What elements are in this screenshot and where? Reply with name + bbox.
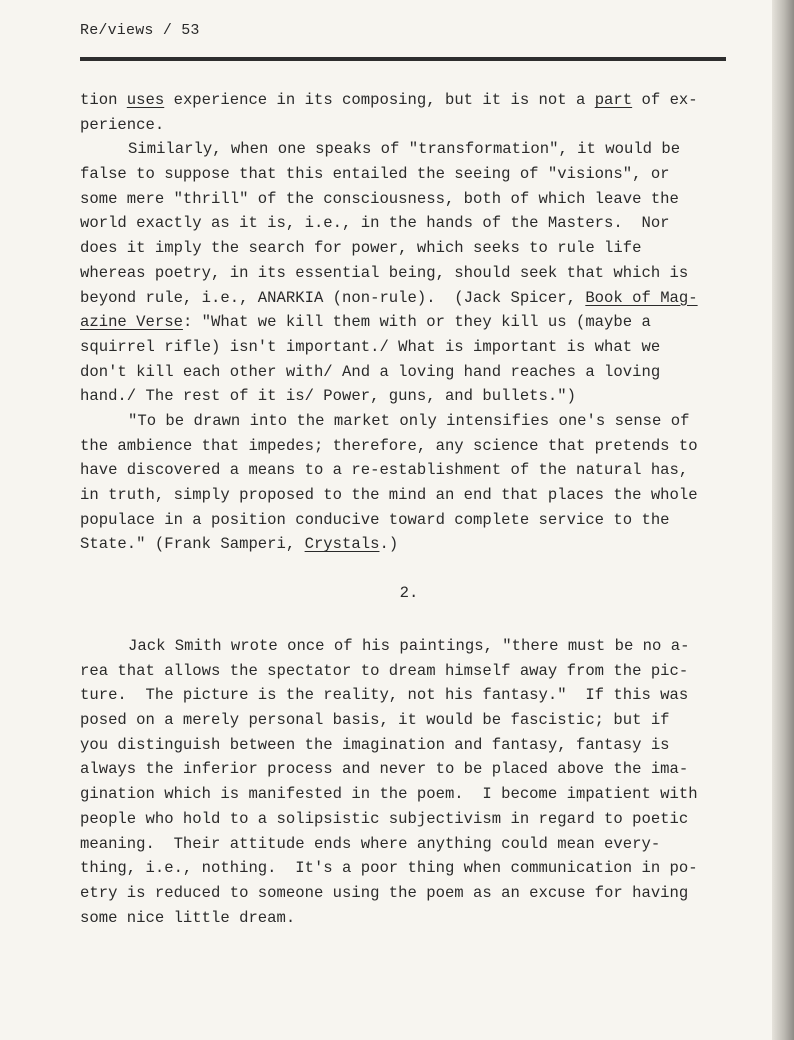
text-run: hand./ The rest of it is/ Power, guns, and bullets."): [80, 387, 576, 406]
text-line: [80, 434, 740, 459]
text-line: [80, 807, 740, 832]
page-edge-shadow: [772, 0, 794, 1040]
text-line: [80, 335, 740, 360]
text-line: [80, 310, 740, 335]
text-line: [80, 757, 740, 782]
text-run: beyond rule, i.e., ANARKIA (non-rule). (Jack Spicer,: [80, 288, 586, 307]
text-line: [80, 187, 740, 212]
underlined-title: part: [594, 91, 633, 109]
text-run: : "What we kill them with or they kill us (maybe a: [182, 313, 651, 332]
text-line: [80, 236, 740, 261]
body-text-section-1: [80, 88, 740, 557]
section-number: [0, 584, 794, 602]
running-header: Re/views / 53: [80, 22, 200, 39]
underlined-title: Book of Mag-: [585, 288, 698, 307]
text-run: world exactly as it is, i.e., in the hands of the Masters. Nor: [80, 214, 670, 233]
text-line: [80, 881, 740, 906]
text-run: of ex-: [632, 91, 698, 109]
text-line: [80, 659, 740, 684]
text-run: perience.: [80, 115, 165, 134]
text-run: experience in its composing, but it is not a: [164, 91, 595, 109]
text-line: [80, 733, 740, 758]
text-run: whereas poetry, in its essential being, should seek that which is: [80, 263, 689, 282]
text-run: gination which is manifested in the poem. I become impatient with: [80, 785, 698, 804]
text-line: [80, 409, 740, 434]
text-run: thing, i.e., nothing. It's a poor thing when communication in po-: [80, 859, 698, 878]
text-line: [80, 384, 740, 409]
text-line: [80, 162, 740, 187]
text-run: have discovered a means to a re-establishment of the natural has,: [80, 461, 689, 480]
text-run: some nice little dream.: [80, 908, 296, 927]
text-line: [80, 360, 740, 385]
text-run: populace in a position conducive toward complete service to the: [80, 510, 670, 529]
text-run: false to suppose that this entailed the seeing of "visions", or: [80, 165, 670, 184]
text-run: does it imply the search for power, which seeks to rule life: [80, 239, 642, 258]
text-run: people who hold to a solipsistic subjectivism in regard to poetic: [80, 809, 689, 828]
text-run: rea that allows the spectator to dream himself away from the pic-: [80, 661, 689, 680]
text-run: in truth, simply proposed to the mind an end that places the whole: [80, 486, 698, 504]
text-line: [80, 286, 740, 311]
underlined-title: Crystals: [304, 535, 380, 554]
text-run: the ambience that impedes; therefore, any science that pretends to: [80, 436, 698, 455]
text-line: [80, 683, 740, 708]
text-run: State." (Frank Samperi,: [80, 535, 305, 554]
text-line: [80, 634, 740, 659]
text-line: [80, 483, 740, 508]
text-run: Jack Smith wrote once of his paintings, "there must be no a-: [128, 637, 690, 655]
underlined-title: uses: [126, 91, 165, 109]
text-line: [80, 532, 740, 557]
text-run: tion: [80, 91, 127, 109]
text-line: [80, 211, 740, 236]
text-line: [80, 832, 740, 857]
text-line: [80, 261, 740, 286]
text-run: posed on a merely personal basis, it would be fascistic; but if: [80, 711, 670, 730]
text-line: [80, 508, 740, 533]
text-line: [80, 856, 740, 881]
text-line: [80, 782, 740, 807]
text-run: .): [379, 535, 399, 554]
text-run: you distinguish between the imagination and fantasy, fantasy is: [80, 735, 670, 754]
text-line: [80, 88, 740, 113]
body-text-section-2: [80, 634, 740, 930]
text-line: [80, 137, 740, 162]
text-run: don't kill each other with/ And a loving hand reaches a loving: [80, 362, 661, 381]
text-run: etry is reduced to someone using the poem as an excuse for having: [80, 883, 689, 902]
text-run: always the inferior process and never to be placed above the ima-: [80, 760, 689, 779]
text-line: [80, 113, 740, 138]
text-run: meaning. Their attitude ends where anything could mean every-: [80, 834, 661, 853]
text-run: "To be drawn into the market only intensifies one's sense of: [128, 411, 690, 430]
text-line: [80, 708, 740, 733]
underlined-title: azine Verse: [80, 313, 183, 332]
text-run: squirrel rifle) isn't important./ What is important is what we: [80, 337, 661, 356]
text-line: [80, 458, 740, 483]
text-run: ture. The picture is the reality, not his fantasy." If this was: [80, 686, 689, 705]
header-rule: [80, 57, 726, 61]
section-number-label: 2.: [399, 584, 419, 602]
text-run: some mere "thrill" of the consciousness, both of which leave the: [80, 189, 679, 208]
text-line: [80, 906, 740, 931]
text-run: Similarly, when one speaks of "transformation", it would be: [128, 140, 681, 159]
